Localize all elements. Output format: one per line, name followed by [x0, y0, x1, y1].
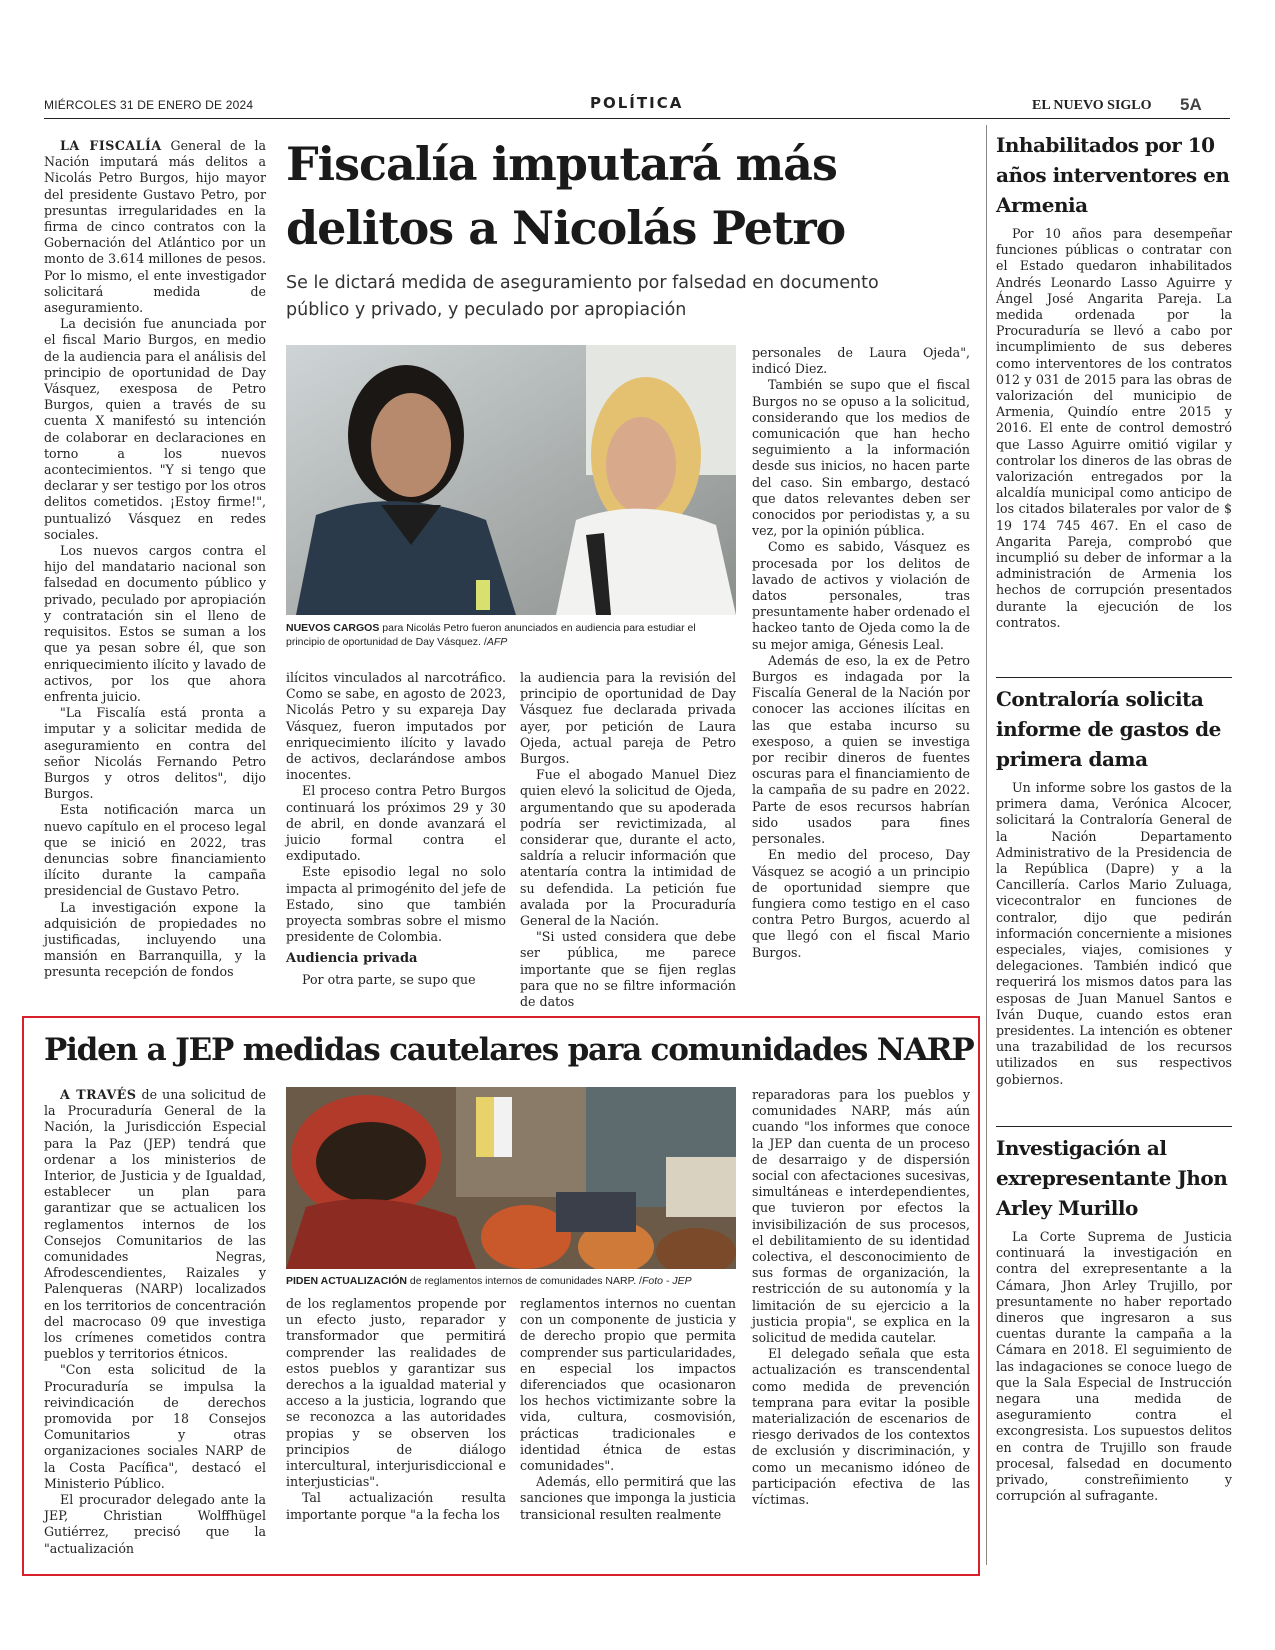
main-column-3: la audiencia para la revisión del principio de oportunidad de Day Vásquez fue declarada privada ayer, por petición de Laura Ojeda, actual pareja de Petro Burgos. Fue el abogado Manuel Diez quien elevó la solicitud de Ojeda, argumentando que su apoderada podría ser revictimizada, al considerar que, durante el acto, saldría a relucir información que atentaría contra la intimidad de su defendida. La petición fue avalada por la Procuraduría General de la Nación. "Si usted considera que debe ser pública, me parece importante que se fijen reglas para que no se filtre información de datos [520, 670, 736, 1010]
jep-column-3: reglamentos internos no cuentan con un componente de justicia y de derecho propio que permita comprender sus particularidades, en especial los impactos diferenciados que ocasionaron los hechos victimizante sobre la vida, cultura, cosmovisión, prácticas tradicionales e identidad étnica de estas comunidades". Además, ello permitirá que las sanciones que imponga la justicia transicional resulten realmente [520, 1296, 736, 1522]
nicolas-petro-photo [286, 345, 736, 615]
sidebar-story-2 [996, 684, 1232, 1088]
header-rule [44, 118, 1230, 119]
issue-date: MIÉRCOLES 31 DE ENERO DE 2024 [44, 98, 254, 112]
sidebar-story-1-title: Inhabilitados por 10 años interventores en Armenia [996, 133, 1230, 217]
main-column-4: personales de Laura Ojeda", indicó Diez. También se supo que el fiscal Burgos no se opuso a la solicitud, considerando que los medios de comunicación que han hecho seguimiento a la información desde sus inicios, no hacen parte del caso. Sin embargo, destacó que datos relevantes deben ser conocidos por periodistas y, a su vez, por la opinión pública. Como es sabido, Vásquez es procesada por los delitos de lavado de activos y violación de datos personales, tras presuntamente haber ordenado el hackeo tanto de Ojeda como la de su mejor amiga, Génesis Leal. Además de eso, la ex de Petro Burgos es indagada por la Fiscalía General de la Nación por conocer las acciones ilícitas en las que estaba incurso su exesposo, a quien se investiga por recibir dineros de fuentes oscuras para el financiamiento de la campaña de su padre en 2022. Parte de esos recursos habrían sido usados para fines personales. En medio del proceso, Day Vásquez se acogió a un principio de oportunidad siempre que fungiera como testigo en el caso contra Petro Burgos, acuerdo al que llegó con el fiscal Mario Burgos. [752, 345, 970, 960]
jep-community-photo [286, 1087, 736, 1269]
masthead-logo: EL NUEVO SIGLO [1032, 98, 1152, 113]
sidebar-story-1 [996, 130, 1232, 631]
jep-column-2: de los reglamentos propende por un efecto justo, reparador y transformador que permitirá comprender las realidades de estos pueblos y garantizar sus derechos a la igualdad material y acceso a la justicia, logrando que se reconozca a las autoridades propias y se observen los principios de diálogo intercultural, interjurisdiccional e interjusticias". Tal actualización resulta importante porque "a la fecha los [286, 1296, 506, 1522]
sidebar-story-3-title: Investigación al exrepresentante Jhon Arley Murillo [996, 1136, 1228, 1220]
jep-photo-caption: PIDEN ACTUALIZACIÓN de reglamentos internos de comunidades NARP. /Foto - JEP [286, 1275, 692, 1287]
page-number: 5A [1180, 95, 1202, 114]
sidebar-rule-2 [996, 1126, 1232, 1127]
sidebar-divider [986, 125, 987, 1565]
jep-photo [286, 1087, 736, 1269]
section-title: POLÍTICA [590, 94, 684, 112]
sidebar-story-2-body: Un informe sobre los gastos de la primera dama, Verónica Alcocer, solicitará la Contraloría General de la Nación Departamento Administrativo de la Presidencia de la República (Dapre) y a la Cancillería. Carlos Mario Zuluaga, vicecontralor en funciones de contralor, dijo que pedirán información concerniente a misiones especiales, viajes, comisiones y delegaciones. También indicó que requerirá los mismos datos para las esposas de Juan Manuel Santos e Iván Duque, cuando estos eran presidentes. La intención es obtener una trazabilidad de los recursos utilizados en sus respectivos gobiernos. [996, 780, 1232, 1087]
main-column-2: ilícitos vinculados al narcotráfico. Como se sabe, en agosto de 2023, Nicolás Petro y su expareja Day Vásquez, fueron imputados por enriquecimiento ilícito y lavado de activos, declarándose ambos inocentes. El proceso contra Petro Burgos continuará los próximos 29 y 30 de abril, en donde avanzará el juicio formal contra el exdiputado. Este episodio legal no solo impacta al primogénito del jefe de Estado, sino que también proyecta sombras sobre el mismo presidente de Colombia. Audiencia privada Por otra parte, se supo que [286, 670, 506, 987]
sidebar-rule-1 [996, 677, 1232, 678]
sidebar-story-3 [996, 1133, 1232, 1504]
main-column-1: LA FISCALÍA General de la Nación imputará más delitos a Nicolás Petro Burgos, hijo mayor del presidente Gustavo Petro, por presuntas irregularidades en la firma de cinco contratos con la Gobernación del Atlántico por un monto de 3.614 millones de pesos. Por lo mismo, el ente investigador solicitará medida de aseguramiento. La decisión fue anunciada por el fiscal Mario Burgos, en medio de la audiencia para el análisis del principio de oportunidad de Day Vásquez, exesposa de Petro Burgos, quien a través de su cuenta X manifestó su intención de colaborar en declaraciones en torno a los nuevos acontecimientos. "Y si tengo que declarar y ser testigo por los otros delitos cometidos. ¡Estoy firme!", puntualizó Vásquez en redes sociales. Los nuevos cargos contra el hijo del mandatario nacional son falsedad en documento público y privado, peculado por apropiación y contratación sin el lleno de requisitos. Estos se suman a los que ya pesan sobre él, que son enriquecimiento ilícito y lavado de activos, por los que ahora enfrenta juicio. "La Fiscalía está pronta a imputar y a solicitar medida de aseguramiento en contra del señor Nicolás Fernando Petro Burgos y otros delitos", dijo Burgos. Esta notificación marca un nuevo capítulo en el proceso legal que se inició en 2022, tras denuncias sobre financiamiento ilícito durante la campaña presidencial de Gustavo Petro. La investigación expone la adquisición de propiedades no justificadas, incluyendo una mansión en Barranquilla, y la presunta recepción de fondos [44, 138, 266, 980]
main-photo [286, 345, 736, 615]
main-photo-caption: NUEVOS CARGOS para Nicolás Petro fueron anunciados en audiencia para estudiar el principio de oportunidad de Day Vásquez. /AFP [286, 622, 696, 648]
jep-headline: Piden a JEP medidas cautelares para comunidades NARP [44, 1032, 974, 1068]
jep-column-1: A TRAVÉS de una solicitud de la Procuraduría General de la Nación, la Jurisdicción Especial para la Paz (JEP) tendrá que ordenar a los ministerios de Interior, de Justicia y de Igualdad, establecer un plan para garantizar que se actualicen los reglamentos internos de los Consejos Comunitarios de las comunidades Negras, Afrodescendientes, Raizales y Palenqueras (NARP) localizados en los territorios de concentración del macrocaso 09 que investiga los crímenes cometidos contra pueblos y territorios étnicos. "Con esta solicitud de la Procuraduría se impulsa la reivindicación de derechos promovida por 18 Consejos Comunitarios y otras organizaciones sociales NARP de la Costa Pacífica", destacó el Ministerio Público. El procurador delegado ante la JEP, Christian Wolffhügel Gutiérrez, precisó que la "actualización [44, 1087, 266, 1556]
sidebar-story-1-body: Por 10 años para desempeñar funciones públicas o contratar con el Estado quedaron inhabilitados Andrés Leonardo Lasso Aguirre y Ángel José Angarita Pareja. La medida ordenada por la Procuraduría se llevó a cabo por incumplimiento de sus deberes como interventores de los contratos 012 y 031 de 2015 para las obras de valorización del municipio de Armenia, Quindío entre 2015 y 2016. El ente de control demostró que Lasso Aguirre omitió vigilar y controlar los dineros de las obras de valorización entregados por la alcaldía municipal como anticipo de los citados bilaterales por valor de $ 19 174 745 467. En el caso de Angarita Pareja, comprobó que incumplió su deber de informar a la administración de Armenia los hechos de corrupción presentados durante la ejecución de los contratos. [996, 226, 1232, 630]
jep-column-4: reparadoras para los pueblos y comunidades NARP, más aún cuando "los informes que conoce la JEP dan cuenta de un proceso de desarraigo y de dispersión social con afectaciones sucesivas, simultáneas e interdependientes, que tuvieron por efectos la invisibilización de sus procesos, el debilitamiento de su identidad colectiva, el desconocimiento de sus formas de organización, la restricción de su autonomía y la limitación de su ejercicio a la justicia propia", se explica en la solicitud de medida cautelar. El delegado señala que esta actualización es transcendental como medida de prevención temprana para evitar la posible materialización de escenarios de riesgo derivados de los contextos de exclusión y discriminación, y como un mecanismo idóneo de participación efectiva de las víctimas. [752, 1087, 970, 1508]
sidebar-story-3-body: La Corte Suprema de Justicia continuará la investigación en contra del exrepresentante a la Cámara, Jhon Arley Trujillo, por presuntamente no haber reportado dineros que ingresaron a sus cuentas durante la campaña a la Cámara en 2018. El seguimiento de las indagaciones se conoce luego de que la Sala Especial de Instrucción negara una medida de aseguramiento contra el excongresista. Los supuestos delitos en contra de Trujillo son fraude procesal, falsedad en documento privado, constreñimiento y corrupción al sufragante. [996, 1229, 1232, 1504]
main-subhead: Se le dictará medida de aseguramiento por falsedad en documento público y privado, y peculado por apropiación [286, 273, 879, 320]
main-headline: Fiscalía imputará más delitos a Nicolás Petro [286, 137, 846, 255]
sidebar-story-2-title: Contraloría solicita informe de gastos de primera dama [996, 687, 1221, 771]
